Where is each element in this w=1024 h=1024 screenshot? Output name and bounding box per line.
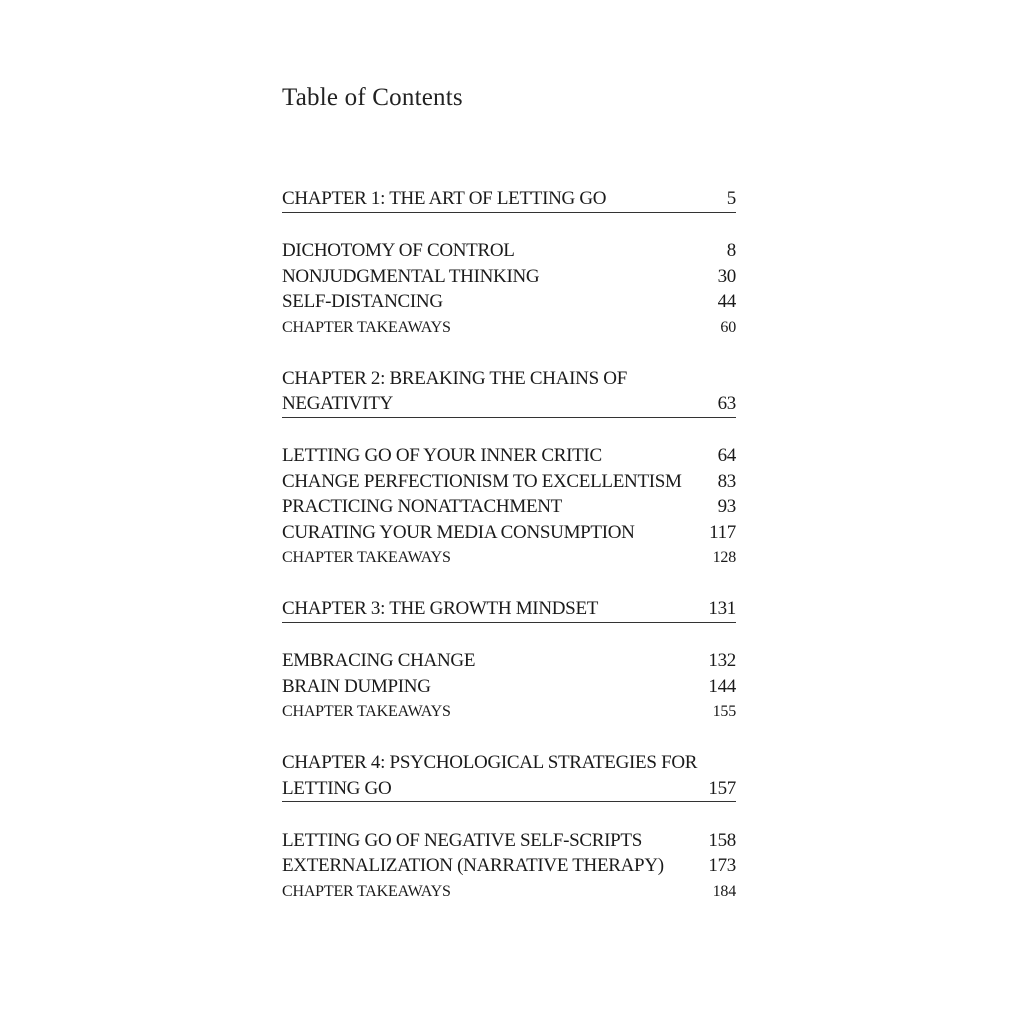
toc-entry-page: 83 — [717, 470, 736, 492]
toc-entry[interactable] — [282, 674, 736, 700]
toc-entry-label: CURATING YOUR MEDIA CONSUMPTION — [282, 521, 635, 543]
toc-entry-page: 173 — [708, 855, 736, 876]
toc-entry-label: CHANGE PERFECTIONISM TO EXCELLENTISM — [282, 470, 682, 492]
toc-entry-page: 128 — [712, 549, 736, 566]
toc-entry-page: 117 — [709, 521, 736, 543]
toc-entry[interactable] — [282, 443, 736, 469]
toc-entry-page: 8 — [726, 240, 736, 261]
chapter-page-number: 63 — [717, 393, 736, 414]
toc-entry-label: CHAPTER TAKEAWAYS — [282, 318, 451, 336]
chapter-page-number: 131 — [708, 598, 736, 619]
chapter-heading-link[interactable] — [282, 186, 736, 213]
toc-entry-label: LETTING GO OF YOUR INNER CRITIC — [282, 445, 602, 466]
chapter-title: CHAPTER 3: THE GROWTH MINDSET — [282, 598, 599, 619]
toc-entry-page: 44 — [717, 291, 736, 312]
toc-entry-label: EXTERNALIZATION (NARRATIVE THERAPY) — [282, 855, 664, 876]
toc-entry-page: 93 — [717, 496, 736, 517]
toc-entry-label: SELF-DISTANCING — [282, 291, 443, 312]
toc-entry-page: 64 — [717, 445, 736, 466]
toc-entry-label: DICHOTOMY OF CONTROL — [282, 240, 515, 261]
toc-entry-page: 158 — [708, 829, 736, 851]
toc-entry[interactable] — [282, 289, 736, 315]
toc-entry-label: LETTING GO OF NEGATIVE SELF-SCRIPTS — [282, 829, 643, 851]
toc-entry[interactable] — [282, 648, 736, 674]
chapter-title: CHAPTER 1: THE ART OF LETTING GO — [282, 188, 607, 209]
toc-entry-takeaways[interactable] — [282, 315, 736, 341]
table-of-contents — [282, 186, 736, 904]
toc-entry-takeaways[interactable] — [282, 545, 736, 571]
page-title: Table of Contents — [282, 84, 463, 111]
toc-entry-page: 60 — [720, 318, 736, 336]
chapter-block — [282, 186, 736, 366]
chapter-title-continued: NEGATIVITY — [282, 393, 393, 414]
toc-entry-label: CHAPTER TAKEAWAYS — [282, 882, 451, 900]
toc-entry-label: PRACTICING NONATTACHMENT — [282, 496, 562, 517]
toc-entry-label: CHAPTER TAKEAWAYS — [282, 703, 451, 720]
toc-entry-label: NONJUDGMENTAL THINKING — [282, 265, 540, 287]
chapter-page-number: 5 — [726, 188, 736, 209]
toc-entry[interactable] — [282, 469, 736, 495]
chapter-heading-link[interactable] — [282, 750, 736, 802]
toc-entry[interactable] — [282, 238, 736, 264]
toc-entry[interactable] — [282, 828, 736, 854]
toc-entry-page: 144 — [708, 675, 736, 697]
chapter-block — [282, 596, 736, 750]
chapter-page-number: 157 — [708, 777, 736, 799]
toc-entry-takeaways[interactable] — [282, 699, 736, 725]
chapter-heading-link[interactable] — [282, 596, 736, 623]
toc-entry-takeaways[interactable] — [282, 879, 736, 905]
toc-entry-label: BRAIN DUMPING — [282, 675, 431, 697]
toc-entry-page: 30 — [717, 265, 736, 287]
chapter-block — [282, 366, 736, 597]
toc-entry-page: 155 — [712, 703, 736, 720]
toc-entry-page: 184 — [712, 882, 736, 900]
toc-entry-label: CHAPTER TAKEAWAYS — [282, 549, 451, 566]
toc-entry-label: EMBRACING CHANGE — [282, 650, 476, 671]
toc-entry[interactable] — [282, 494, 736, 520]
toc-entry[interactable] — [282, 264, 736, 290]
chapter-block — [282, 750, 736, 904]
toc-entry[interactable] — [282, 520, 736, 546]
chapter-title: CHAPTER 4: PSYCHOLOGICAL STRATEGIES FOR — [282, 752, 698, 773]
toc-entry[interactable] — [282, 853, 736, 879]
chapter-heading-link[interactable] — [282, 366, 736, 418]
toc-entry-page: 132 — [708, 650, 736, 671]
chapter-title-continued: LETTING GO — [282, 777, 392, 799]
chapter-title: CHAPTER 2: BREAKING THE CHAINS OF — [282, 367, 627, 389]
